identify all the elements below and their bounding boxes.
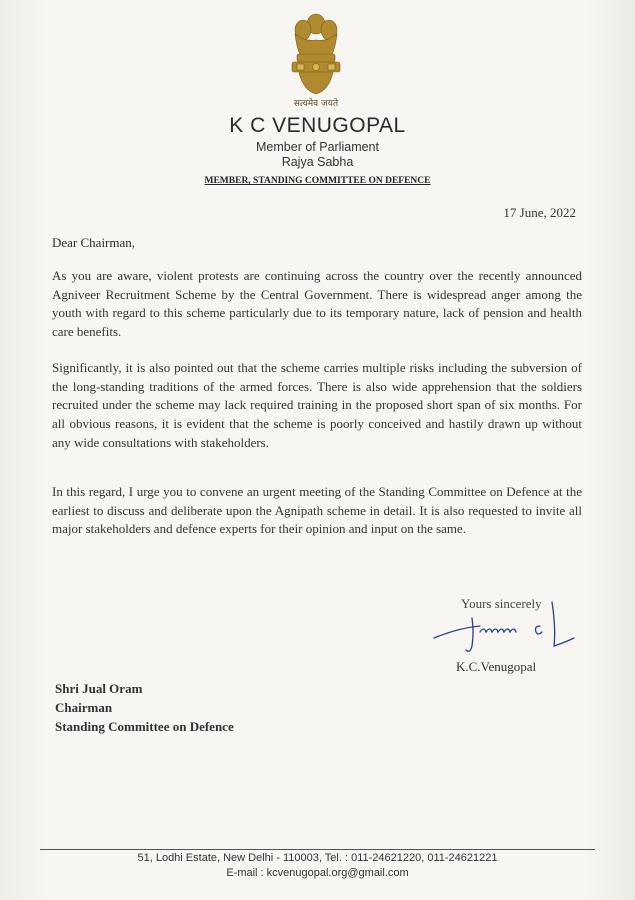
body-paragraph-1: As you are aware, violent protests are continuing across the country over the recently announced Agniveer Recruitment Scheme by the Central Government. There is widespread anger among the youth with regard to this scheme particularly due to its temporary nature, lack of pension and health care benefits. xyxy=(52,268,582,340)
addressee-body: Standing Committee on Defence xyxy=(55,719,234,734)
signatory-name: K.C.Venugopal xyxy=(456,659,537,674)
closing-line: Yours sincerely xyxy=(461,596,542,611)
footer-divider xyxy=(40,849,595,850)
footer-address: 51, Lodhi Estate, New Delhi - 110003, Tel. : 011-24621220, 011-24621221 xyxy=(137,852,498,864)
body-paragraph-2: Significantly, it is also pointed out that the scheme carries multiple risks including the subversion of the long-standing traditions of the armed forces. There is also wide apprehension that the soldiers recruited under the scheme may lack required training in the proposed short span of six months. For all obvious reasons, it is evident that the scheme is poorly conceived and hastily drawn up without any wide consultations with stakeholders. xyxy=(52,360,582,450)
sender-role: Member of Parliament xyxy=(256,140,379,154)
sender-name: K C VENUGOPAL xyxy=(229,114,406,137)
addressee-name: Shri Jual Oram xyxy=(55,681,143,696)
sender-committee: MEMBER, STANDING COMMITTEE ON DEFENCE xyxy=(204,176,431,186)
addressee-title: Chairman xyxy=(55,700,113,715)
letter-date: 17 June, 2022 xyxy=(503,205,576,220)
emblem-motto: सत्यमेव जयते xyxy=(293,99,339,109)
sender-house: Rajya Sabha xyxy=(281,155,354,169)
salutation: Dear Chairman, xyxy=(52,235,136,250)
footer-email: E-mail : kcvenugopal.org@gmail.com xyxy=(226,867,409,879)
national-emblem-icon xyxy=(283,10,349,100)
body-paragraph-3: In this regard, I urge you to convene an urgent meeting of the Standing Committee on Defence at the earliest to discuss and deliberate upon the Agnipath scheme in detail. It is also requested to invite all major stakeholders and defence experts for their opinion and input on the same. xyxy=(52,484,582,537)
